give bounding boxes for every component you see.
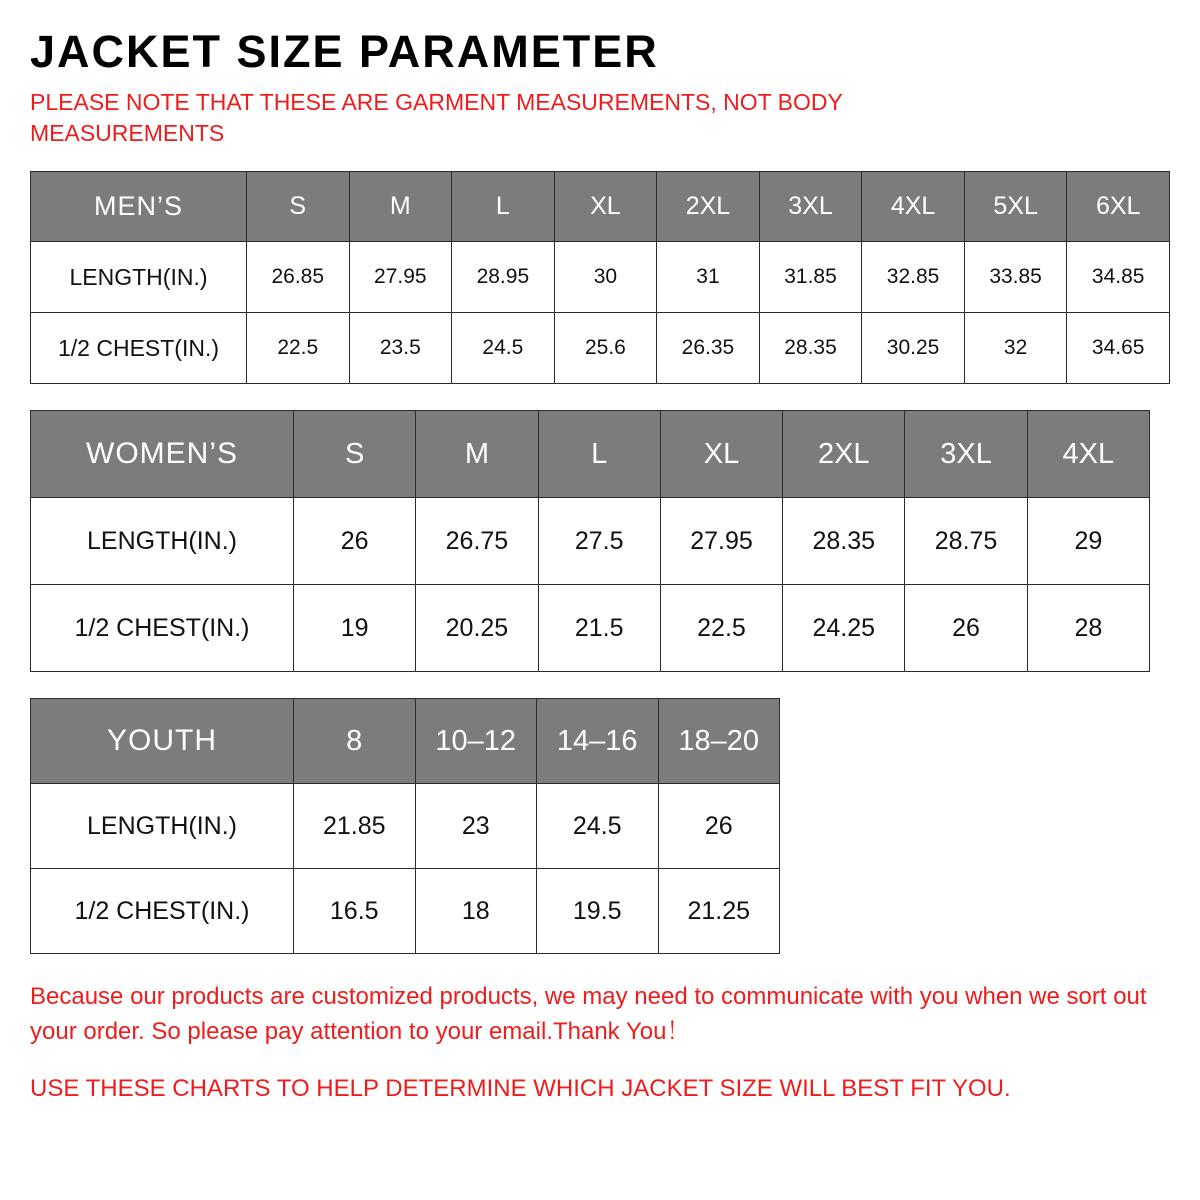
- table-cell: 27.5: [538, 498, 660, 585]
- table-cell: 28.75: [905, 498, 1027, 585]
- table-cell: 24.5: [452, 313, 555, 384]
- mens-table-label: MEN’S: [31, 172, 247, 242]
- table-cell: 32.85: [862, 242, 965, 313]
- page-title: JACKET SIZE PARAMETER: [30, 26, 659, 77]
- table-row: [31, 869, 780, 954]
- table-row: [31, 585, 1150, 672]
- mens-size-header: 4XL: [862, 172, 965, 242]
- womens-size-header: 4XL: [1027, 411, 1149, 498]
- womens-table-label: WOMEN’S: [31, 411, 294, 498]
- table-cell: 33.85: [964, 242, 1067, 313]
- mens-size-header: 5XL: [964, 172, 1067, 242]
- table-cell: 21.25: [658, 869, 780, 954]
- table-row: [31, 313, 1170, 384]
- youth-size-header: 18–20: [658, 699, 780, 784]
- youth-table-body: [31, 699, 780, 954]
- mens-size-header: XL: [554, 172, 657, 242]
- table-row: [31, 242, 1170, 313]
- table-cell: 26: [905, 585, 1027, 672]
- womens-size-header: 3XL: [905, 411, 1027, 498]
- table-cell: 28: [1027, 585, 1149, 672]
- row-label: LENGTH(IN.): [31, 498, 294, 585]
- table-cell: 34.85: [1067, 242, 1170, 313]
- row-label: 1/2 CHEST(IN.): [31, 313, 247, 384]
- mens-size-header: L: [452, 172, 555, 242]
- table-cell: 30: [554, 242, 657, 313]
- table-cell: 32: [964, 313, 1067, 384]
- row-label: LENGTH(IN.): [31, 242, 247, 313]
- youth-size-header: 10–12: [415, 699, 537, 784]
- table-cell: 28.35: [783, 498, 905, 585]
- table-cell: 28.35: [759, 313, 862, 384]
- table-cell: 26.35: [657, 313, 760, 384]
- table-cell: 31.85: [759, 242, 862, 313]
- table-cell: 23: [415, 784, 537, 869]
- table-cell: 22.5: [660, 585, 782, 672]
- womens-table-body: [31, 411, 1150, 672]
- mens-size-table: [30, 171, 1170, 384]
- table-cell: 31: [657, 242, 760, 313]
- table-cell: 27.95: [349, 242, 452, 313]
- chart-usage-note: USE THESE CHARTS TO HELP DETERMINE WHICH JACKET SIZE WILL BEST FIT YOU.: [30, 1074, 1011, 1102]
- table-cell: 26: [294, 498, 416, 585]
- table-row: [31, 784, 780, 869]
- youth-size-table: [30, 698, 780, 954]
- table-cell: 21.85: [294, 784, 416, 869]
- table-cell: 19.5: [537, 869, 659, 954]
- customization-note: Because our products are customized products, we may need to communicate with you when we sort out your order. So please pay attention to your email.Thank You！: [30, 983, 1147, 1046]
- table-cell: 18: [415, 869, 537, 954]
- table-cell: 26: [658, 784, 780, 869]
- garment-measurement-note: PLEASE NOTE THAT THESE ARE GARMENT MEASUREMENTS, NOT BODY MEASUREMENTS: [30, 89, 843, 147]
- mens-header-row: [31, 172, 1170, 242]
- table-cell: 20.25: [416, 585, 538, 672]
- mens-size-header: M: [349, 172, 452, 242]
- mens-size-header: 3XL: [759, 172, 862, 242]
- table-cell: 21.5: [538, 585, 660, 672]
- womens-size-header: L: [538, 411, 660, 498]
- table-cell: 26.85: [247, 242, 350, 313]
- table-cell: 29: [1027, 498, 1149, 585]
- womens-size-table: [30, 410, 1150, 672]
- womens-size-header: 2XL: [783, 411, 905, 498]
- womens-header-row: [31, 411, 1150, 498]
- table-cell: 24.25: [783, 585, 905, 672]
- row-label: 1/2 CHEST(IN.): [31, 869, 294, 954]
- table-cell: 23.5: [349, 313, 452, 384]
- mens-size-header: 6XL: [1067, 172, 1170, 242]
- mens-table-body: [31, 172, 1170, 384]
- table-cell: 22.5: [247, 313, 350, 384]
- youth-size-header: 14–16: [537, 699, 659, 784]
- youth-table-label: YOUTH: [31, 699, 294, 784]
- womens-size-header: M: [416, 411, 538, 498]
- row-label: 1/2 CHEST(IN.): [31, 585, 294, 672]
- table-cell: 26.75: [416, 498, 538, 585]
- table-row: [31, 498, 1150, 585]
- table-cell: 19: [294, 585, 416, 672]
- table-cell: 24.5: [537, 784, 659, 869]
- womens-size-header: S: [294, 411, 416, 498]
- table-cell: 34.65: [1067, 313, 1170, 384]
- youth-size-header: 8: [294, 699, 416, 784]
- mens-size-header: S: [247, 172, 350, 242]
- table-cell: 25.6: [554, 313, 657, 384]
- youth-header-row: [31, 699, 780, 784]
- table-cell: 28.95: [452, 242, 555, 313]
- table-cell: 30.25: [862, 313, 965, 384]
- table-cell: 16.5: [294, 869, 416, 954]
- row-label: LENGTH(IN.): [31, 784, 294, 869]
- womens-size-header: XL: [660, 411, 782, 498]
- mens-size-header: 2XL: [657, 172, 760, 242]
- table-cell: 27.95: [660, 498, 782, 585]
